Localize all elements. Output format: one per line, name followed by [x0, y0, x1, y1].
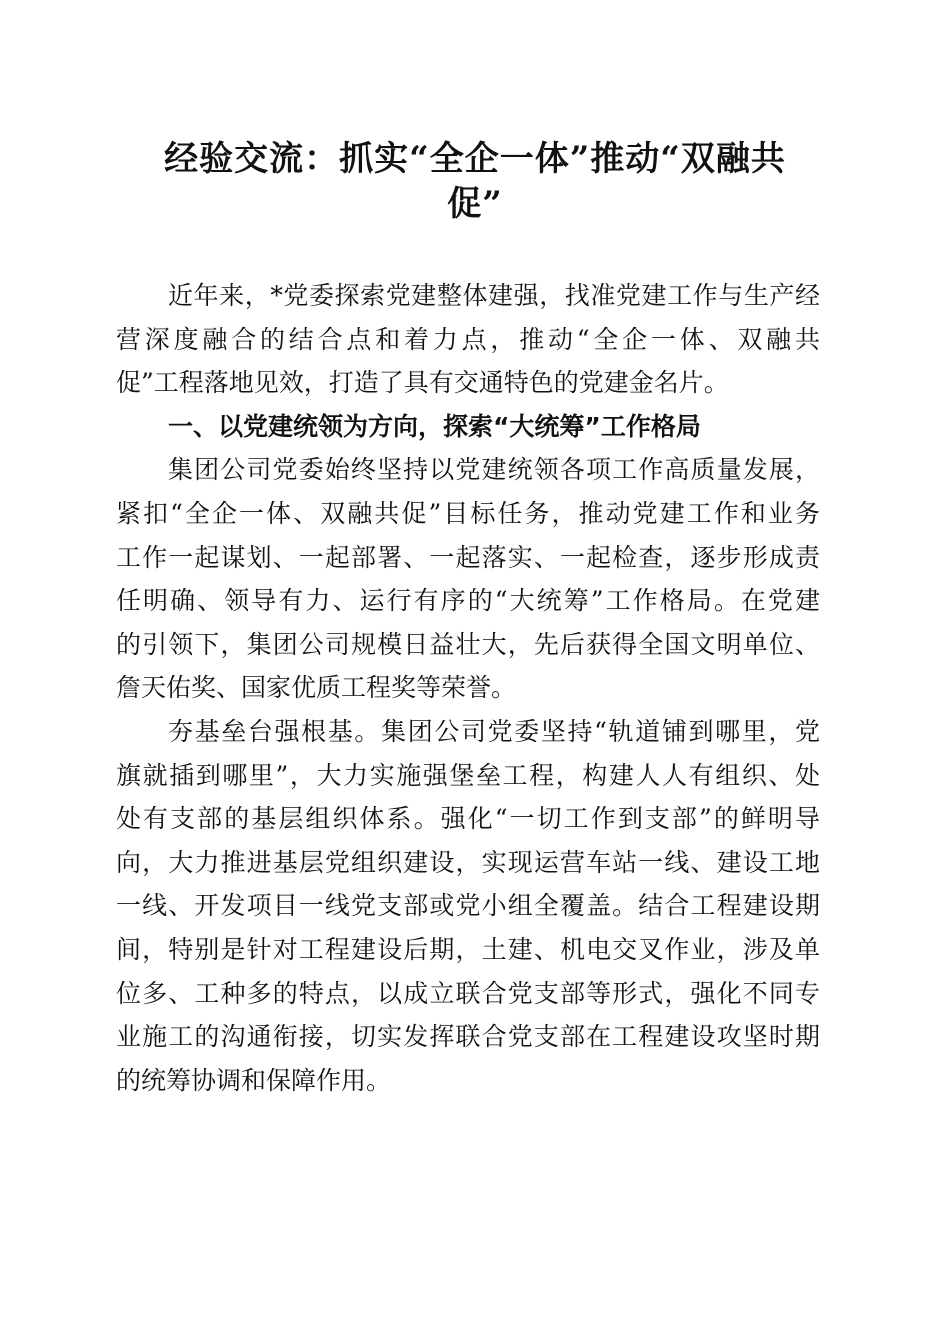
text-line: 任明确、领导有力、运行有序的“大统筹”工作格局。在党建	[116, 586, 820, 616]
text-line: 营深度融合的结合点和着力点，推动“全企一体、双融共	[116, 324, 820, 354]
paragraph	[116, 274, 820, 405]
text-line: 一、以党建统领为方向，探索“大统筹”工作格局	[168, 411, 701, 441]
text-line: 詹天佑奖、国家优质工程奖等荣誉。	[116, 673, 517, 703]
text-line: 位多、工种多的特点，以成立联合党支部等形式，强化不同专	[116, 978, 820, 1008]
section-heading	[116, 405, 820, 449]
title-line: 经验交流：抓实“全企一体”推动“双融共	[164, 139, 786, 179]
document-title	[100, 137, 850, 227]
title-line: 促”	[447, 184, 503, 224]
paragraph	[116, 710, 820, 1102]
text-line: 促”工程落地见效，打造了具有交通特色的党建金名片。	[116, 368, 729, 398]
text-line: 紧扣“全企一体、双融共促”目标任务，推动党建工作和业务	[116, 498, 820, 528]
document-body	[116, 274, 820, 1102]
text-line: 集团公司党委始终坚持以党建统领各项工作高质量发展，	[168, 455, 820, 485]
text-line: 业施工的沟通衔接，切实发挥联合党支部在工程建设攻坚时期	[116, 1022, 820, 1052]
text-line: 近年来，*党委探索党建整体建强，找准党建工作与生产经	[168, 281, 820, 310]
text-line: 一线、开发项目一线党支部或党小组全覆盖。结合工程建设期	[116, 891, 820, 921]
text-line: 工作一起谋划、一起部署、一起落实、一起检查，逐步形成责	[116, 542, 820, 572]
text-line: 向，大力推进基层党组织建设，实现运营车站一线、建设工地	[116, 847, 820, 877]
text-line: 的引领下，集团公司规模日益壮大，先后获得全国文明单位、	[116, 629, 820, 659]
text-line: 夯基垒台强根基。集团公司党委坚持“轨道铺到哪里，党	[168, 716, 820, 746]
text-line: 的统筹协调和保障作用。	[116, 1065, 392, 1095]
paragraph	[116, 448, 820, 710]
text-line: 间，特别是针对工程建设后期，土建、机电交叉作业，涉及单	[116, 934, 820, 964]
text-line: 处有支部的基层组织体系。强化“一切工作到支部”的鲜明导	[116, 804, 820, 834]
text-line: 旗就插到哪里”，大力实施强堡垒工程，构建人人有组织、处	[116, 760, 820, 790]
